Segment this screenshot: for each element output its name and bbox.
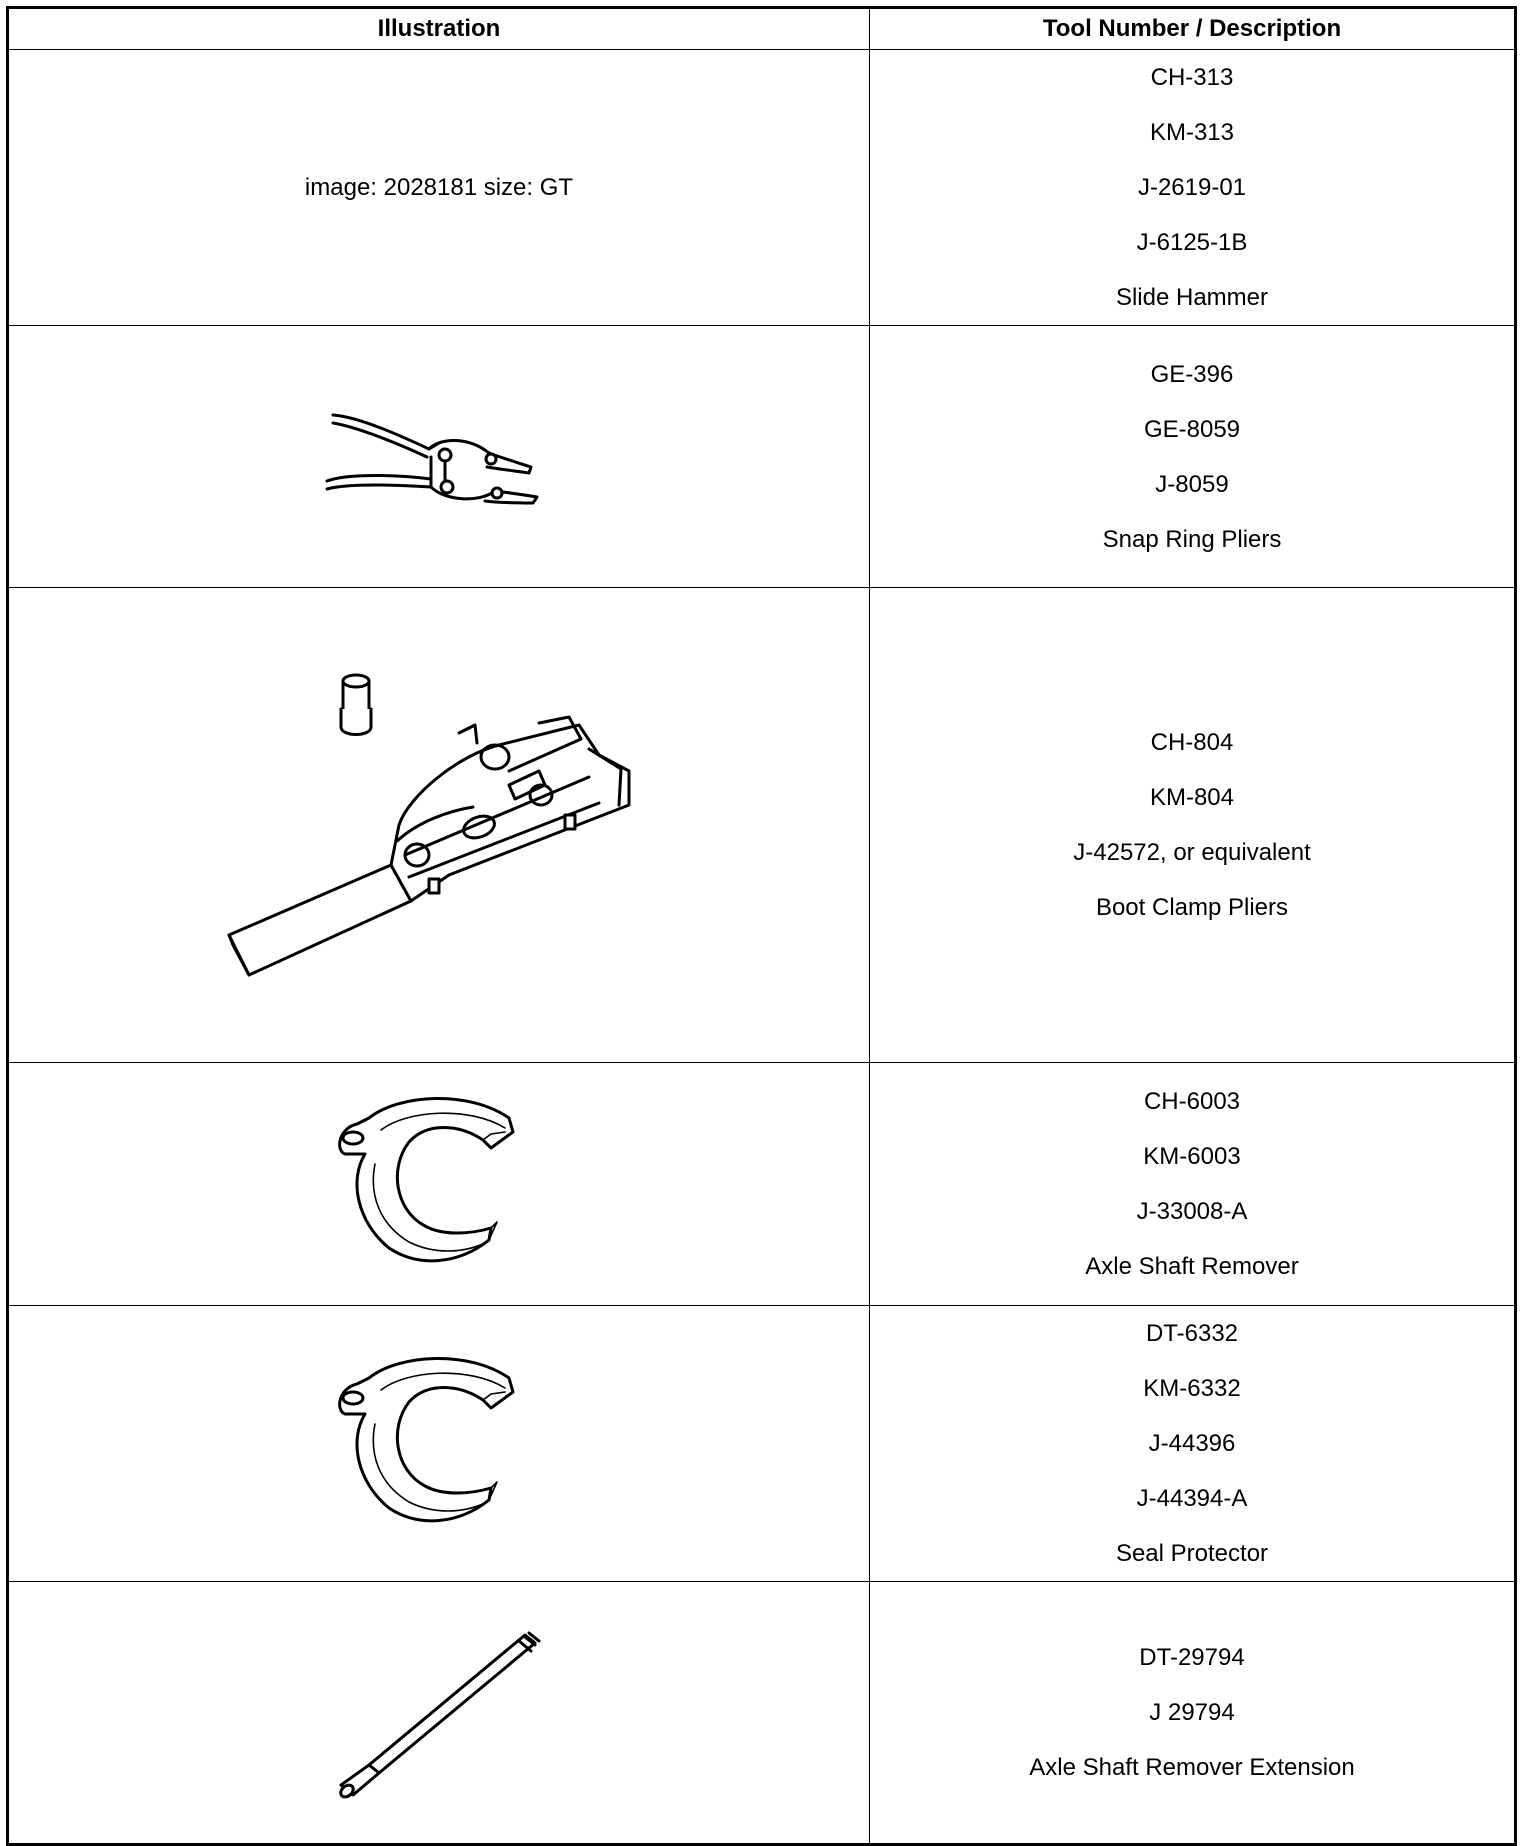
table-row [8, 50, 1516, 326]
header-row [8, 8, 1516, 50]
tool-number: CH-313 [1150, 64, 1234, 91]
illustration-cell [8, 1306, 870, 1582]
tool-number: GE-396 [1150, 360, 1234, 388]
seal-protector-icon [329, 1344, 549, 1544]
illustration-cell [8, 50, 870, 326]
tool-number: J-44396 [1148, 1430, 1236, 1457]
tool-number: KM-804 [1149, 784, 1235, 811]
tool-description: Snap Ring Pliers [1102, 525, 1282, 553]
tool-number: CH-804 [1150, 729, 1234, 756]
tool-number: DT-29794 [1139, 1644, 1245, 1671]
tool-description: Axle Shaft Remover [1085, 1253, 1299, 1280]
illustration-header: Illustration [8, 8, 870, 50]
tool-number: J-8059 [1155, 470, 1229, 498]
tool-number: J-44394-A [1136, 1485, 1248, 1512]
tool-description: Seal Protector [1115, 1540, 1269, 1567]
table-row [8, 326, 1516, 588]
table-row [8, 1306, 1516, 1582]
tool-description-cell [870, 1582, 1516, 1845]
tool-number: CH-6003 [1143, 1088, 1241, 1115]
tool-description: Axle Shaft Remover Extension [1029, 1754, 1355, 1781]
tool-description-cell [870, 1063, 1516, 1306]
table-row [8, 1582, 1516, 1845]
snap-ring-pliers-icon [319, 397, 559, 517]
tool-number: DT-6332 [1145, 1320, 1239, 1347]
tool-number: J 29794 [1149, 1699, 1235, 1726]
tool-description: Slide Hammer [1115, 284, 1269, 311]
illustration-cell [8, 326, 870, 588]
axle-shaft-remover-icon [329, 1084, 549, 1284]
tool-number: KM-6003 [1143, 1143, 1241, 1170]
tool-description-cell [870, 1306, 1516, 1582]
illustration-cell [8, 588, 870, 1063]
special-tools-table [6, 6, 1517, 1846]
tool-number: KM-6332 [1143, 1375, 1241, 1402]
axle-shaft-remover-extension-icon [319, 1623, 559, 1803]
tool-number: J-33008-A [1136, 1198, 1248, 1225]
tool-number: J-42572, or equivalent [1073, 839, 1311, 866]
tool-description-header: Tool Number / Description [870, 8, 1516, 50]
table-row [8, 1063, 1516, 1306]
illustration-cell [8, 1063, 870, 1306]
tool-number: J-6125-1B [1136, 229, 1248, 256]
tool-number: KM-313 [1149, 119, 1235, 146]
boot-clamp-pliers-icon [209, 645, 669, 1005]
image-placeholder-text: image: 2028181 size: GT [304, 173, 574, 201]
tool-description: Boot Clamp Pliers [1095, 894, 1289, 921]
tool-number: GE-8059 [1143, 415, 1241, 443]
table-row [8, 588, 1516, 1063]
tool-description-cell [870, 50, 1516, 326]
illustration-cell [8, 1582, 870, 1845]
tool-description-cell [870, 588, 1516, 1063]
tool-description-cell [870, 326, 1516, 588]
tool-number: J-2619-01 [1137, 174, 1247, 201]
